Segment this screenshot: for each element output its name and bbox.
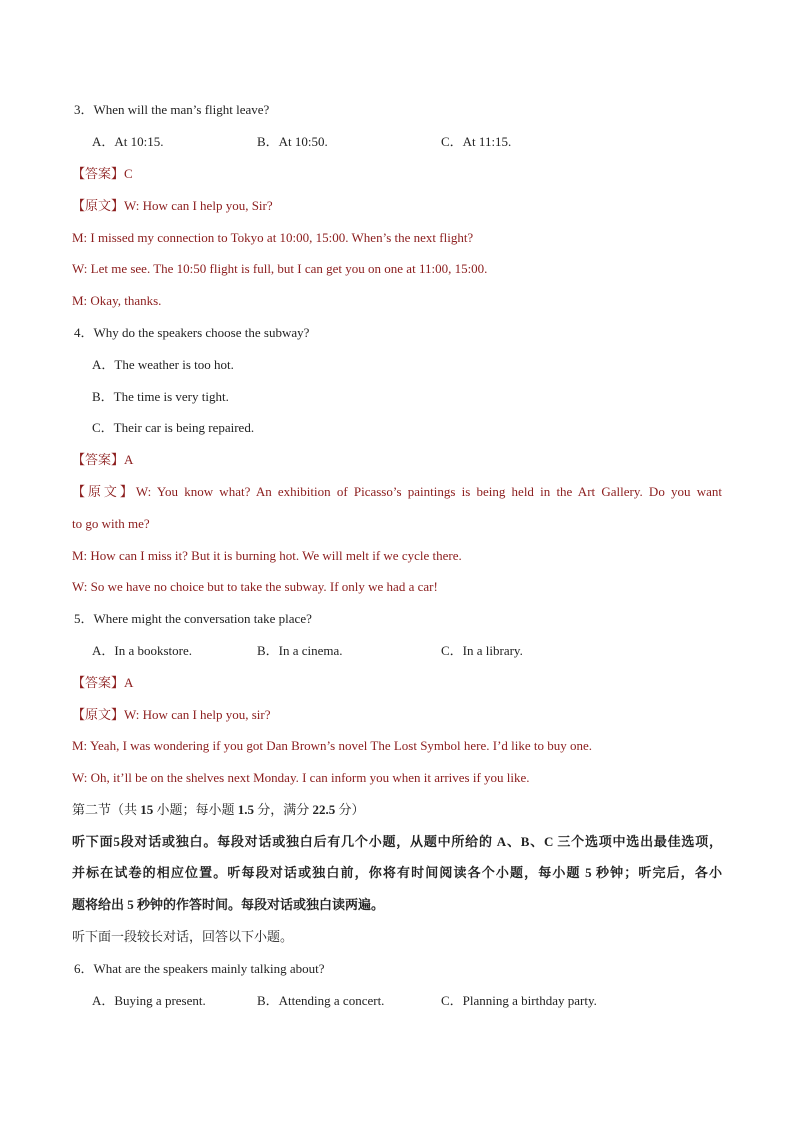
q5-script-line-2: M: Yeah, I was wondering if you got Dan Brown’s novel The Lost Symbol here. I’d like to buy one. <box>72 738 593 753</box>
question-3-options <box>92 133 652 151</box>
answer-value: A <box>124 452 134 467</box>
question-6-options <box>92 992 652 1010</box>
q3-script-line-2: M: I missed my connection to Tokyo at 10:00, 15:00. When’s the next flight? <box>72 230 474 245</box>
question-5-options <box>92 642 652 660</box>
q3-answer <box>72 165 133 183</box>
q3-option-a: A．At 10:15. <box>92 134 164 149</box>
q3-option-c: C．At 11:15. <box>441 134 512 149</box>
q6-option-a: A．Buying a present. <box>92 993 206 1008</box>
q4-answer <box>72 451 133 469</box>
section-2-instructions-line-2: 并标在试卷的相应位置。听每段对话或独白前，你将有时间阅读各个小题，每小题 5 秒钟；听完后，各小 <box>72 865 722 880</box>
answer-value: C <box>124 166 133 181</box>
answer-tag: 【答案】 <box>72 166 125 181</box>
section-2-instructions-line-1: 听下面5段对话或独白。每段对话或独白后有几个小题，从题中所给的 A、B、C 三个选项中选出最佳选项， <box>72 834 722 849</box>
q3-script-line-4: M: Okay, thanks. <box>72 293 162 308</box>
q3-script-line-3: W: Let me see. The 10:50 flight is full, but I can get you on one at 11:00, 15:00. <box>72 261 488 276</box>
sub-instruction: 听下面一段较长对话，回答以下小题。 <box>72 929 294 944</box>
question-6: 6．What are the speakers mainly talking about? <box>74 961 325 976</box>
q5-option-c: C．In a library. <box>441 643 523 658</box>
q5-option-a: A．In a bookstore. <box>92 643 193 658</box>
question-5: 5．Where might the conversation take place? <box>74 611 312 626</box>
answer-value: A <box>124 675 134 690</box>
q4-script-line-1: 【原文】W: You know what? An exhibition of Picasso’s paintings is being held in the Art Gallery. Do you want <box>72 484 722 499</box>
q5-answer <box>72 674 133 692</box>
question-3: 3．When will the man’s flight leave? <box>74 102 270 117</box>
question-4: 4．Why do the speakers choose the subway? <box>74 325 310 340</box>
section-2-instructions-line-3: 题将给出 5 秒钟的作答时间。每段对话或独白读两遍。 <box>72 897 385 912</box>
q4-script-line-3: W: So we have no choice but to take the subway. If only we had a car! <box>72 579 438 594</box>
answer-tag: 【答案】 <box>72 452 125 467</box>
q4-option-c: C．Their car is being repaired. <box>92 420 255 435</box>
q3-option-b: B．At 10:50. <box>257 134 328 149</box>
q4-script-line-2: M: How can I miss it? But it is burning hot. We will melt if we cycle there. <box>72 548 462 563</box>
q4-script-line-1-cont: to go with me? <box>72 516 150 531</box>
q4-option-b: B．The time is very tight. <box>92 389 229 404</box>
section-2-heading: 第二节（共 15 小题；每小题 1.5 分，满分 22.5 分） <box>72 802 365 817</box>
q3-script-line-1: 【原文】W: How can I help you, Sir? <box>72 198 273 213</box>
script-tag: 【原文】 <box>72 707 125 722</box>
script-tag: 【原文】 <box>72 198 125 213</box>
q6-option-c: C．Planning a birthday party. <box>441 993 597 1008</box>
q5-script-line-1: 【原文】W: How can I help you, sir? <box>72 707 271 722</box>
q4-option-a: A．The weather is too hot. <box>92 357 234 372</box>
answer-tag: 【答案】 <box>72 675 125 690</box>
q5-script-line-3: W: Oh, it’ll be on the shelves next Monday. I can inform you when it arrives if you like. <box>72 770 530 785</box>
q5-option-b: B．In a cinema. <box>257 643 343 658</box>
script-tag: 【原文】 <box>72 484 136 499</box>
q6-option-b: B．Attending a concert. <box>257 993 385 1008</box>
